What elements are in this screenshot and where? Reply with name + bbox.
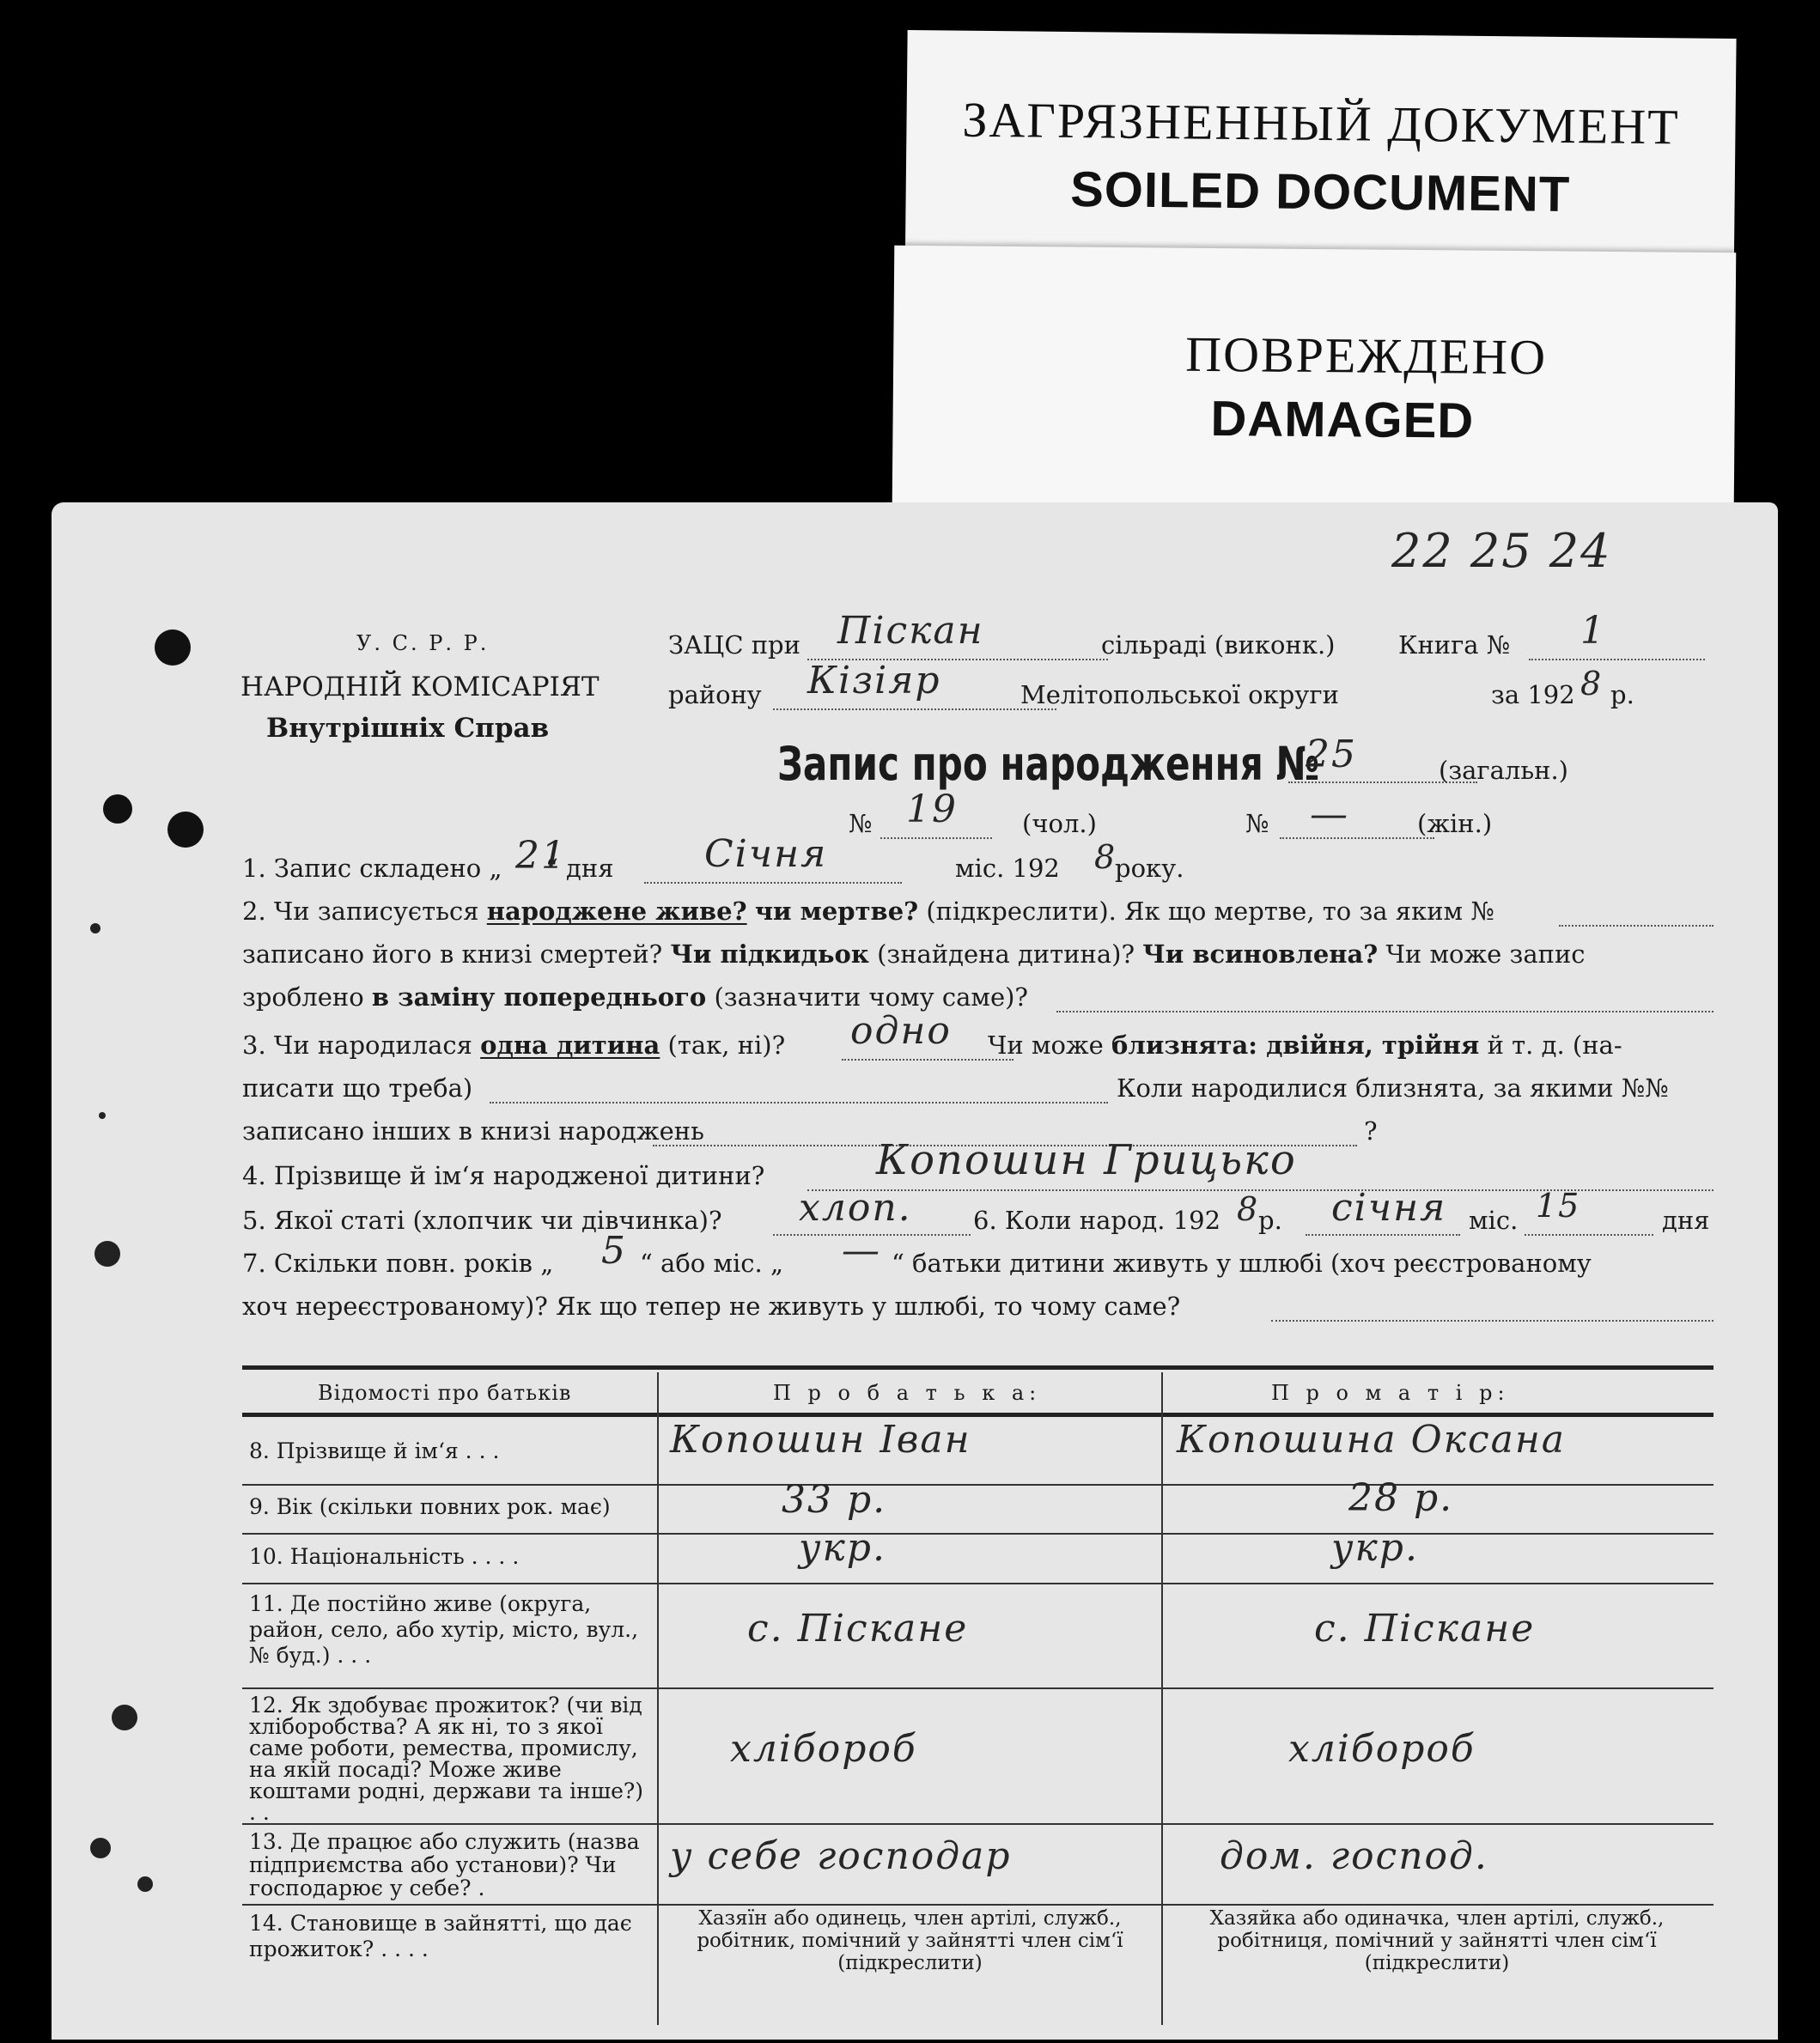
q6-label: 6. Коли народ. 192 bbox=[973, 1206, 1221, 1235]
archive-numbers: 22 25 24 bbox=[1391, 524, 1612, 578]
q1-day: 21 bbox=[515, 834, 567, 878]
commissariat: НАРОДНІЙ КОМІСАРІЯТ bbox=[240, 672, 600, 702]
punch-hole bbox=[155, 629, 191, 666]
q3-line2b: Коли народилися близнята, за якими №№ bbox=[1117, 1073, 1669, 1103]
q3-line3: записано інших в книзі народжень bbox=[242, 1116, 704, 1146]
mother-livelihood: хлібороб bbox=[1288, 1727, 1476, 1771]
q2-line3-text: зроблено bbox=[242, 982, 364, 1012]
ink-spot bbox=[90, 923, 100, 933]
table-row-rule bbox=[242, 1823, 1713, 1825]
record-number: 25 bbox=[1306, 733, 1357, 776]
table-col-divider bbox=[657, 1372, 659, 2025]
book-value: 1 bbox=[1580, 609, 1606, 653]
q6-year: 8 bbox=[1237, 1190, 1260, 1228]
damaged-label-ru: ПОВРЕЖДЕНО bbox=[1184, 325, 1548, 386]
ink-spot bbox=[94, 1241, 120, 1267]
soiled-label-ru: ЗАГРЯЗНЕННЫЙ ДОКУМЕНТ bbox=[962, 91, 1680, 155]
q2-line2-text-c: Чи може запис bbox=[1385, 939, 1586, 969]
row-label-workplace: 13. Де працює або служить (назва підприємства або установи)? Чи господарює у себе? . bbox=[249, 1829, 640, 1900]
q7-months: — bbox=[842, 1229, 881, 1273]
female-no-field bbox=[1280, 837, 1434, 839]
male-no-label: № bbox=[849, 809, 873, 838]
table-row-rule bbox=[242, 1687, 1713, 1689]
q7-line2: хоч нереєстрованому)? Як що тепер не живуть у шлюбі, то чому саме? bbox=[242, 1292, 1181, 1321]
q2-foundling: Чи підкидьок bbox=[670, 939, 869, 969]
year-suffix: р. bbox=[1610, 680, 1634, 709]
damaged-label-en: DAMAGED bbox=[1210, 390, 1475, 449]
q2-replace-field bbox=[1056, 1011, 1713, 1012]
q3-twins-field bbox=[490, 1102, 1108, 1104]
row-label-age: 9. Вік (скільки повних рок. має) bbox=[249, 1494, 611, 1519]
q6-day: 15 bbox=[1536, 1187, 1581, 1225]
male-no-value: 19 bbox=[906, 787, 958, 831]
q4-child-name: Копошин Грицько bbox=[876, 1136, 1297, 1184]
father-nationality: укр. bbox=[799, 1526, 886, 1570]
q2-dead: чи мертве? bbox=[754, 897, 919, 926]
q1-month-field bbox=[644, 882, 902, 884]
table-row-rule bbox=[242, 1484, 1713, 1486]
mother-name: Копошина Оксана bbox=[1177, 1418, 1567, 1462]
father-residence: с. Піскане bbox=[747, 1607, 969, 1651]
table-row-rule bbox=[242, 1533, 1713, 1535]
male-label: (чол.) bbox=[1022, 809, 1097, 838]
q7-label-rest: “ батьки дитини живуть у шлюбі (хоч реєстрованому bbox=[892, 1249, 1592, 1278]
q3-line1 bbox=[242, 1033, 785, 1058]
okrug-label: Мелітопольської округи bbox=[1020, 680, 1339, 709]
q2-line2-text-b: (знайдена дитина)? bbox=[877, 939, 1135, 969]
damaged-document-label bbox=[892, 246, 1737, 511]
ink-spot bbox=[137, 1876, 153, 1892]
q2-line2-text: записано його в книзі смертей? bbox=[242, 939, 663, 969]
q6-day-field bbox=[1525, 1234, 1653, 1236]
q7-reason-field bbox=[1271, 1320, 1713, 1322]
q3-question-mark: ? bbox=[1364, 1116, 1378, 1146]
q6-day-label: дня bbox=[1662, 1206, 1710, 1235]
q2-replace: в заміну попереднього bbox=[371, 982, 707, 1012]
q2-alive: народжене живе? bbox=[486, 897, 747, 926]
female-no-value: — bbox=[1310, 793, 1349, 836]
q3-text-c: Чи може bbox=[988, 1031, 1104, 1060]
row-label-residence: 11. Де постійно живе (округа, район, село, або хутір, місто, вул., № буд.) . . . bbox=[249, 1591, 639, 1668]
department: Внутрішніх Справ bbox=[266, 713, 550, 744]
q3-twins: близнята: двійня, трійня bbox=[1111, 1031, 1480, 1060]
ink-spot bbox=[99, 1112, 106, 1119]
q3-text-d: й т. д. (на- bbox=[1487, 1031, 1622, 1060]
zags-prefix: ЗАЦС при bbox=[668, 630, 800, 660]
district-value: Кізіяр bbox=[807, 659, 941, 702]
general-label: (загальн.) bbox=[1439, 756, 1568, 785]
village-value: Піскан bbox=[837, 609, 984, 653]
q2-line2 bbox=[242, 939, 1586, 969]
year-label: за 192 bbox=[1491, 680, 1575, 709]
record-title: Запис про народження № bbox=[777, 737, 1320, 791]
q6-month-label: міс. bbox=[1469, 1206, 1519, 1235]
col-mother-header: П р о м а т і р: bbox=[1271, 1381, 1510, 1405]
q3-one-child: одна дитина bbox=[480, 1031, 660, 1060]
book-field bbox=[1529, 659, 1705, 660]
father-workplace: у себе господар bbox=[670, 1834, 1012, 1878]
q1-month-label: міс. 192 bbox=[955, 854, 1060, 883]
father-age: 33 р. bbox=[782, 1478, 887, 1522]
father-livelihood: хлібороб bbox=[730, 1727, 917, 1771]
q2-text-b: (підкреслити). Як що мертве, то за яким № bbox=[926, 897, 1494, 926]
q2-line3 bbox=[242, 982, 1028, 1012]
q6-year-suffix: р. bbox=[1258, 1206, 1282, 1235]
q5-sex: хлоп. bbox=[799, 1186, 912, 1230]
q1-year: 8 bbox=[1094, 838, 1117, 876]
soiled-label-en: SOILED DOCUMENT bbox=[1069, 161, 1571, 223]
village-suffix: сільраді (виконк.) bbox=[1101, 630, 1336, 660]
q1-label: 1. Запис складено „ bbox=[242, 854, 502, 883]
father-occupation-options: Хазяїн або одинець, член артілі, служб., робітник, помічний у зайнятті член сім‘ї (підкреслити) bbox=[697, 1907, 1123, 1974]
mother-occupation-options: Хазяйка або одиначка, член артілі, служб., робітниця, помічний у зайнятті член сім‘ї (підкреслити) bbox=[1209, 1907, 1665, 1974]
q2-death-number-field bbox=[1559, 925, 1713, 927]
female-no-label: № bbox=[1245, 809, 1269, 838]
mother-workplace: дом. господ. bbox=[1220, 1834, 1488, 1878]
mother-nationality: укр. bbox=[1331, 1526, 1419, 1570]
year-value: 8 bbox=[1580, 665, 1604, 702]
row-label-name: 8. Прізвище й ім‘я . . . bbox=[249, 1438, 500, 1463]
table-header-rule bbox=[242, 1413, 1713, 1417]
table-col-divider bbox=[1161, 1372, 1163, 2025]
q2-line1 bbox=[242, 899, 1494, 924]
q5-label: 5. Якої статі (хлопчик чи дівчинка)? bbox=[242, 1206, 722, 1235]
q2-line3-text-b: (зазначити чому саме)? bbox=[714, 982, 1028, 1012]
birth-record-form bbox=[52, 502, 1778, 2040]
district-prefix: районy bbox=[668, 680, 762, 709]
q7-months-label: “ або міс. „ bbox=[640, 1249, 784, 1278]
ink-spot bbox=[90, 1838, 111, 1858]
q2-adopted: Чи всиновлена? bbox=[1142, 939, 1379, 969]
col-info-header: Відомості про батьків bbox=[318, 1381, 572, 1405]
q2-text: 2. Чи записується bbox=[242, 897, 479, 926]
female-label: (жін.) bbox=[1417, 809, 1493, 838]
q7-label: 7. Скільки повн. років „ bbox=[242, 1249, 554, 1278]
row-label-livelihood: 12. Як здобуває прожиток? (чи від хліборобства? А як ні, то з якої саме роботи, ремества, промислу, на якій посаді? Може живе коштами родні, держави та інше?) . . bbox=[249, 1693, 644, 1825]
row-label-occupation-status: 14. Становище в зайнятті, що дає прожиток? . . . . bbox=[249, 1911, 632, 1961]
mother-residence: с. Піскане bbox=[1314, 1607, 1536, 1651]
district-field bbox=[773, 708, 1056, 710]
q7-years: 5 bbox=[601, 1229, 627, 1273]
punch-hole bbox=[103, 794, 132, 824]
q1-year-label: року. bbox=[1115, 854, 1184, 883]
q3-text: 3. Чи народилася bbox=[242, 1031, 472, 1060]
q6-month: січня bbox=[1331, 1186, 1447, 1230]
mother-age: 28 р. bbox=[1348, 1476, 1454, 1520]
republic-abbr: У. С. Р. Р. bbox=[356, 631, 490, 655]
q1-month: Січня bbox=[704, 832, 828, 876]
q1-day-label: “ дня bbox=[545, 854, 614, 883]
ink-spot bbox=[112, 1705, 137, 1730]
male-no-field bbox=[880, 837, 992, 839]
book-label: Книга № bbox=[1398, 630, 1511, 660]
q3-line1-rest bbox=[988, 1033, 1622, 1058]
q3-text-b: (так, ні)? bbox=[667, 1031, 786, 1060]
q3-answer: одно bbox=[850, 1009, 952, 1053]
table-top-rule bbox=[242, 1365, 1713, 1370]
row-label-nationality: 10. Національність . . . . bbox=[249, 1544, 520, 1569]
table-row-rule bbox=[242, 1583, 1713, 1584]
punch-hole bbox=[167, 812, 204, 848]
table-row-rule bbox=[242, 1904, 1713, 1906]
father-name: Копошин Іван bbox=[670, 1418, 971, 1462]
q6-month-field bbox=[1306, 1234, 1460, 1236]
col-father-header: П р о б а т ь к а: bbox=[773, 1381, 1042, 1405]
q4-label: 4. Прізвище й ім‘я народженої дитини? bbox=[242, 1161, 765, 1190]
q3-line2a: писати що треба) bbox=[242, 1073, 473, 1103]
